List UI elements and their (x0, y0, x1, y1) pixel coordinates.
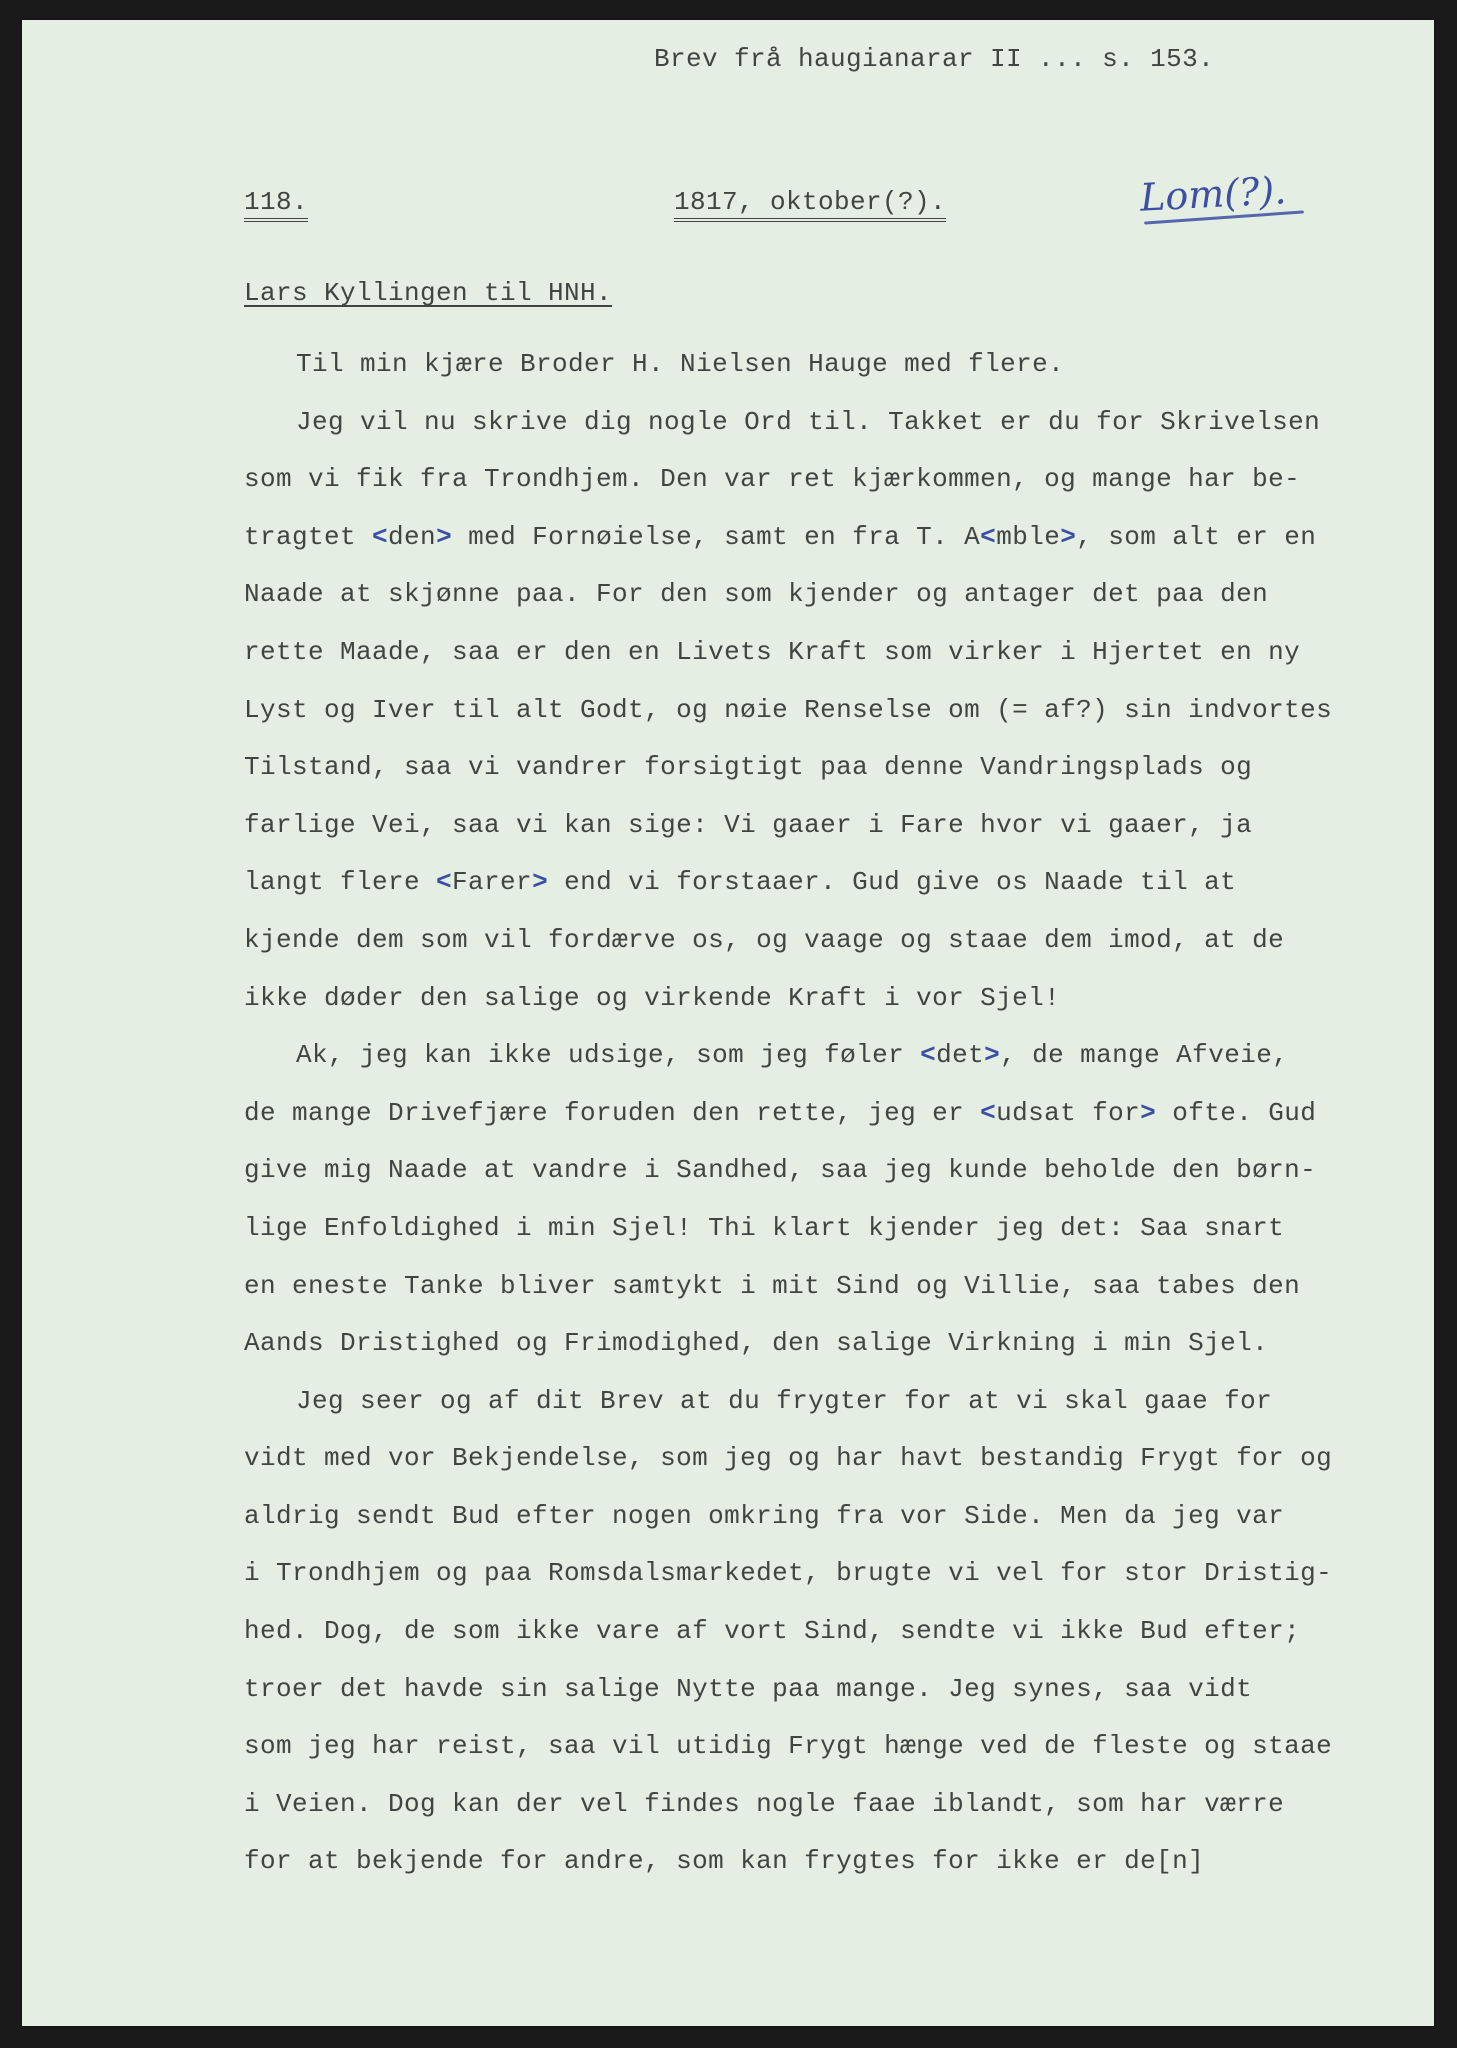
text-run: , som alt er en (1076, 521, 1317, 552)
text-run: end vi forstaaer. Gud give os Naade til at (548, 867, 1237, 898)
text-line (244, 624, 1424, 682)
text-run: for at bekjende for andre, som kan frygtes for ikke er de[n] (244, 1846, 1205, 1877)
text-line (244, 1085, 1424, 1143)
sender-heading: Lars Kyllingen til HNH. (244, 278, 613, 308)
text-run: Lyst og Iver til alt Godt, og nøie Renselse om (= af?) sin indvortes (244, 694, 1333, 725)
text-run: troer det havde sin salige Nytte paa mange. Jeg synes, saa vidt (244, 1673, 1253, 1704)
text-run: i Trondhjem og paa Romsdalsmarkedet, brugte vi vel for stor Dristig- (244, 1558, 1333, 1589)
text-run: ikke døder den salige og virkende Kraft i vor Sjel! (244, 982, 1061, 1013)
text-run: Jeg vil nu skrive dig nogle Ord til. Takket er du for Skrivelsen (296, 406, 1321, 437)
text-run: som vi fik fra Trondhjem. Den var ret kjærkommen, og mange har be- (244, 464, 1301, 495)
text-run: de mange Drivefjære foruden den rette, jeg er (244, 1097, 981, 1128)
editorial-bracket: > (1060, 521, 1077, 552)
text-run: med Fornøielse, samt en fra T. A (452, 521, 981, 552)
text-line (244, 739, 1424, 797)
text-run: lige Enfoldighed i min Sjel! Thi klart kjender jeg det: Saa snart (244, 1212, 1285, 1243)
editorial-bracket: > (532, 867, 549, 898)
editorial-bracket: > (1140, 1097, 1157, 1128)
text-line (244, 394, 1424, 452)
text-run: farlige Vei, saa vi kan sige: Vi gaaer i Fare hvor vi gaaer, ja (244, 809, 1253, 840)
text-run: vidt med vor Bekjendelse, som jeg og har havt bestandig Frygt for og (244, 1443, 1333, 1474)
text-run: i Veien. Dog kan der vel findes nogle faae iblandt, som har værre (244, 1788, 1285, 1819)
text-run: Naade at skjønne paa. For den som kjender og antager det paa den (244, 579, 1269, 610)
text-run: kjende dem som vil fordærve os, og vaage og staae dem imod, at de (244, 924, 1285, 955)
text-line (244, 509, 1424, 567)
text-run: mble (996, 521, 1061, 552)
text-run: som jeg har reist, saa vil utidig Frygt hænge ved de fleste og staae (244, 1731, 1333, 1762)
text-run: udsat for (996, 1097, 1141, 1128)
document-date: 1817, oktober(?). (674, 188, 946, 222)
text-line (244, 1833, 1424, 1891)
text-run: rette Maade, saa er den en Livets Kraft som virker i Hjertet en ny (244, 636, 1301, 667)
text-run: tragtet (244, 521, 373, 552)
text-line (244, 1661, 1424, 1719)
text-run: Jeg seer og af dit Brev at du frygter for at vi skal gaae for (296, 1385, 1273, 1416)
handwritten-place-annotation: Lom(?). (1138, 168, 1288, 220)
text-line (244, 1258, 1424, 1316)
editorial-bracket: < (372, 521, 389, 552)
text-line (244, 1776, 1424, 1834)
text-run: hed. Dog, de som ikke vare af vort Sind, sendte vi ikke Bud efter; (244, 1616, 1301, 1647)
text-run: en eneste Tanke bliver samtykt i mit Sind og Villie, saa tabes den (244, 1270, 1301, 1301)
editorial-bracket: < (980, 1097, 997, 1128)
text-run: Ak, jeg kan ikke udsige, som jeg føler (296, 1040, 921, 1071)
text-line (244, 912, 1424, 970)
text-line (244, 1488, 1424, 1546)
text-run: Farer (452, 867, 533, 898)
text-line (244, 797, 1424, 855)
typewritten-page (22, 20, 1434, 2026)
editorial-bracket: < (920, 1040, 937, 1071)
text-line (244, 1027, 1424, 1085)
text-run: den (388, 521, 437, 552)
text-run: ofte. Gud (1156, 1097, 1317, 1128)
text-line (244, 1430, 1424, 1488)
letter-body (244, 336, 1424, 1891)
text-line (244, 970, 1424, 1028)
text-line (244, 1142, 1424, 1200)
text-line (244, 1315, 1424, 1373)
text-line (244, 1373, 1424, 1431)
text-run: Tilstand, saa vi vandrer forsigtigt paa denne Vandringsplads og (244, 752, 1253, 783)
text-run: langt flere (244, 867, 437, 898)
text-line (244, 1545, 1424, 1603)
document-number: 118. (244, 188, 308, 222)
text-line (244, 1603, 1424, 1661)
text-run: Aands Dristighed og Frimodighed, den salige Virkning i min Sjel. (244, 1328, 1269, 1359)
text-line (244, 1718, 1424, 1776)
text-run: aldrig sendt Bud efter nogen omkring fra vor Side. Men da jeg var (244, 1500, 1285, 1531)
text-line (244, 336, 1424, 394)
text-run: , de mange Afveie, (1000, 1040, 1289, 1071)
text-run: det (936, 1040, 985, 1071)
text-line (244, 566, 1424, 624)
editorial-bracket: > (984, 1040, 1001, 1071)
source-reference: Brev frå haugianarar II ... s. 153. (654, 44, 1215, 74)
text-run: give mig Naade at vandre i Sandhed, saa jeg kunde beholde den børn- (244, 1155, 1317, 1186)
editorial-bracket: < (436, 867, 453, 898)
text-line (244, 1200, 1424, 1258)
editorial-bracket: < (980, 521, 997, 552)
text-line (244, 682, 1424, 740)
text-run: Til min kjære Broder H. Nielsen Hauge med flere. (296, 349, 1065, 379)
text-line (244, 451, 1424, 509)
text-line (244, 854, 1424, 912)
editorial-bracket: > (436, 521, 453, 552)
